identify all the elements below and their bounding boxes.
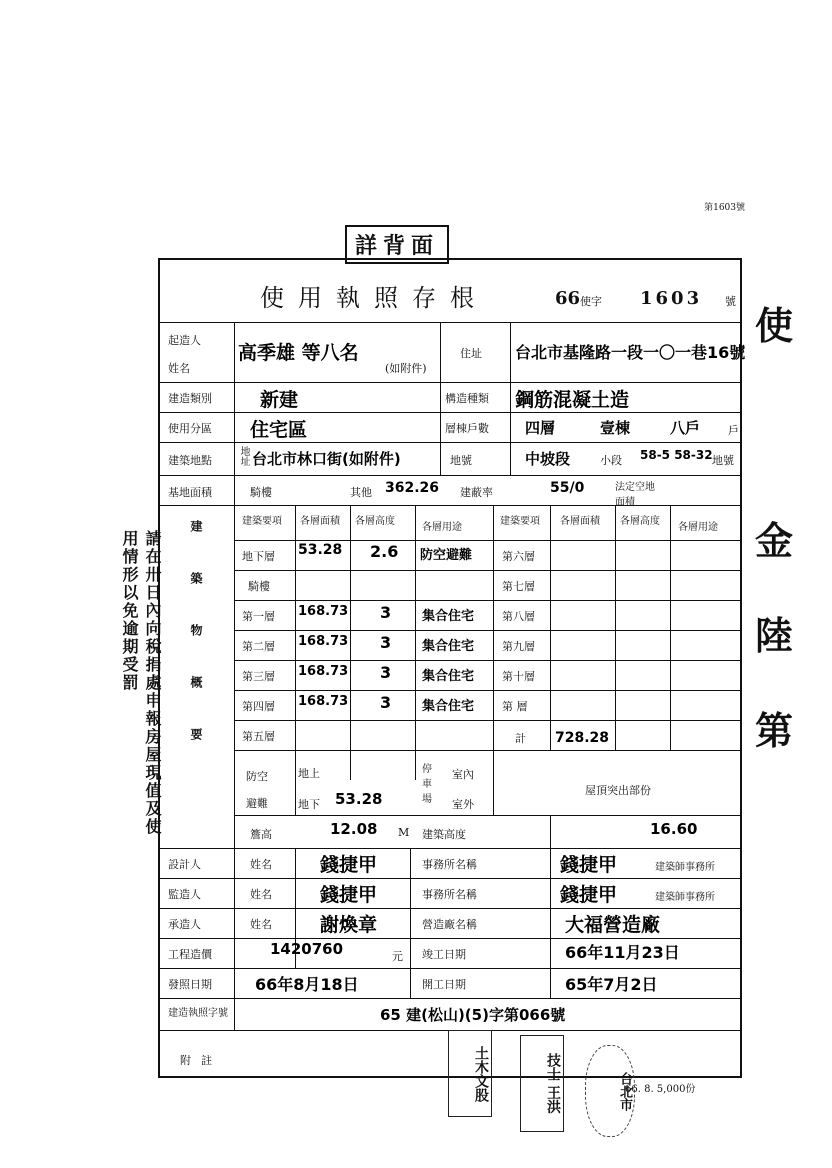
seal-stamp: 技士 王洪 (520, 1035, 564, 1132)
supervisor-office: 錢捷甲 (560, 884, 618, 906)
floor-use: 集合住宅 (422, 639, 475, 654)
floor-height: 3 (380, 663, 392, 682)
header-use: 各層用途 (422, 522, 462, 533)
seal-stamp: 土木文股 (448, 1030, 492, 1117)
land-no-label: 地號 (450, 454, 472, 467)
floor-area: 53.28 (298, 542, 343, 558)
seal-stamp: 台北市 (585, 1045, 635, 1137)
owner-name-note: (如附件) (385, 362, 427, 375)
margin-char: 第 (755, 708, 794, 753)
floor-height: 2.6 (370, 542, 399, 561)
owner-address: 台北市基隆路一段一〇一巷16號 (515, 343, 746, 362)
supervisor-name-label: 姓名 (250, 888, 272, 901)
floor-height: 3 (380, 693, 392, 712)
designer-office: 錢捷甲 (560, 854, 618, 876)
floor-height: 3 (380, 603, 392, 622)
building-type-label: 建造類別 (168, 392, 212, 405)
legal-open-space-label: 法定空地面積 (615, 482, 655, 508)
households-value: 八戶 (670, 419, 701, 437)
structure-value: 鋼筋混凝土造 (515, 389, 630, 411)
floor-name: 第一層 (242, 610, 275, 623)
zone-label: 使用分區 (168, 422, 212, 435)
owner-name-label: 姓名 (168, 362, 190, 375)
header-kind-right: 建築要項 (500, 516, 540, 527)
start-date: 65年7月2日 (565, 975, 658, 994)
floor-name-right: 第六層 (502, 550, 535, 563)
header-height: 各層高度 (355, 516, 395, 527)
parking-indoor-label: 室內 (452, 768, 474, 781)
margin-char: 金 (755, 518, 794, 563)
issue-date: 66年8月18日 (255, 975, 359, 994)
roof-projection-label: 屋頂突出部份 (585, 784, 651, 797)
supervisor-office-label: 事務所名稱 (422, 888, 477, 901)
building-count-value: 壹棟 (600, 419, 631, 437)
owner-label: 起造人 (168, 334, 201, 347)
structure-label: 構造種類 (445, 392, 489, 405)
shelter-label-2: 避難 (246, 797, 268, 810)
floor-area: 168.73 (298, 604, 349, 619)
floor-area: 168.73 (298, 634, 349, 649)
permit-label: 使字 (580, 295, 602, 308)
floor-name: 第四層 (242, 700, 275, 713)
permit-number-value: 65 建(松山)(5)字第066號 (380, 1006, 566, 1024)
small-section-label: 小段 (600, 454, 622, 467)
margin-char: 使 (755, 303, 794, 348)
floors-label: 層棟戶數 (445, 422, 489, 435)
shelter-label-1: 防空 (246, 770, 268, 783)
start-label: 開工日期 (422, 978, 466, 991)
completion-label: 竣工日期 (422, 948, 466, 961)
contractor-company: 大福營造廠 (565, 914, 661, 936)
designer-name-label: 姓名 (250, 858, 272, 871)
contractor-label: 承造人 (168, 918, 201, 931)
owner-name: 高季雄 等八名 (238, 342, 359, 364)
form-title: 使用執照存根 (260, 284, 488, 312)
lot-unit: 地號 (712, 454, 734, 467)
issue-label: 發照日期 (168, 978, 212, 991)
coverage-label: 建蔽率 (460, 486, 493, 499)
coverage-value: 55/0 (550, 480, 585, 496)
permit-number-label: 建造執照字號 (168, 1008, 228, 1019)
zone-value: 住宅區 (250, 419, 308, 441)
floor-name-right: 第七層 (502, 580, 535, 593)
other-area: 362.26 (385, 480, 440, 496)
contractor-name-label: 姓名 (250, 918, 272, 931)
contractor-company-label: 營造廠名稱 (422, 918, 477, 931)
designer-name: 錢捷甲 (320, 854, 378, 876)
header-use-right: 各層用途 (678, 522, 718, 533)
remarks-label: 附註 (180, 1054, 222, 1067)
floor-name: 地下層 (242, 550, 275, 563)
floor-use: 集合住宅 (422, 669, 475, 684)
floor-name-right: 第九層 (502, 640, 535, 653)
tax-reminder-note: 請在卅日內向稅捐處申報房屋現值及使用情形以免逾期受罰 (120, 530, 162, 836)
floor-area: 168.73 (298, 664, 349, 679)
floor-name-right: 第 層 (502, 700, 528, 713)
cost-value: 1420760 (270, 940, 344, 958)
shelter-below-label: 地下 (298, 798, 320, 811)
cost-label: 工程造價 (168, 948, 212, 961)
header-area: 各層面積 (300, 516, 340, 527)
total-label: 計 (515, 732, 526, 745)
cost-unit: 元 (392, 950, 403, 963)
address-label: 住址 (460, 347, 482, 360)
floor-name: 第二層 (242, 640, 275, 653)
permit-year: 66 (555, 288, 581, 309)
location-label: 建築地點 (168, 454, 212, 467)
shelter-above-label: 地上 (298, 767, 320, 780)
parking-outdoor-label: 室外 (452, 798, 474, 811)
floor-area: 168.73 (298, 694, 349, 709)
address-sub-label: 地址 (238, 446, 249, 466)
other-label: 其他 (350, 486, 372, 499)
margin-char: 陸 (755, 613, 794, 658)
floor-use: 集合住宅 (422, 699, 475, 714)
arcade-label: 騎樓 (250, 486, 272, 499)
eaves-value: 12.08 (330, 820, 378, 838)
print-footer: 66. 8. 5,000份 (625, 1084, 696, 1095)
supervisor-name: 錢捷甲 (320, 884, 378, 906)
site-area-label: 基地面積 (168, 486, 212, 499)
floor-name: 騎樓 (248, 580, 270, 593)
parking-label: 停車場 (422, 764, 432, 805)
supervisor-label: 監造人 (168, 888, 201, 901)
header-height-right: 各層高度 (620, 516, 660, 527)
land-section: 中坡段 (525, 450, 571, 468)
permit-number: 1603 (640, 288, 703, 309)
floors-value: 四層 (525, 419, 556, 437)
lot-numbers: 58-5 58-32 (640, 448, 713, 462)
contractor-name: 謝煥章 (320, 914, 378, 936)
floor-name-right: 第八層 (502, 610, 535, 623)
floor-name: 第三層 (242, 670, 275, 683)
floor-height: 3 (380, 633, 392, 652)
building-height-label: 建築高度 (422, 828, 466, 841)
header-kind: 建築要項 (242, 516, 282, 527)
completion-date: 66年11月23日 (565, 943, 680, 962)
right-margin-text (755, 295, 825, 755)
floor-use: 集合住宅 (422, 609, 475, 624)
header-area-right: 各層面積 (560, 516, 600, 527)
designer-office-label: 事務所名稱 (422, 858, 477, 871)
designer-label: 設計人 (168, 858, 201, 871)
total-area: 728.28 (555, 730, 610, 746)
eaves-unit: M (398, 826, 410, 839)
location-value: 台北市林口街(如附件) (252, 450, 401, 468)
detail-back-stamp: 詳背面 (345, 225, 449, 264)
supervisor-office-suffix: 建築師事務所 (655, 892, 715, 903)
building-type-value: 新建 (260, 389, 299, 411)
building-summary-label: 建築物概要 (189, 520, 203, 780)
shelter-below-value: 53.28 (335, 790, 383, 808)
floor-name-right: 第十層 (502, 670, 535, 683)
building-height-value: 16.60 (650, 820, 698, 838)
households-unit: 戶 (728, 424, 739, 437)
floor-name: 第五層 (242, 730, 275, 743)
top-right-stamp: 第1603號 (704, 203, 745, 213)
usage-permit-stub-form (158, 258, 746, 1078)
designer-office-suffix: 建築師事務所 (655, 862, 715, 873)
eaves-label: 簷高 (250, 828, 272, 841)
permit-suffix: 號 (725, 295, 736, 308)
floor-use: 防空避難 (420, 548, 473, 563)
